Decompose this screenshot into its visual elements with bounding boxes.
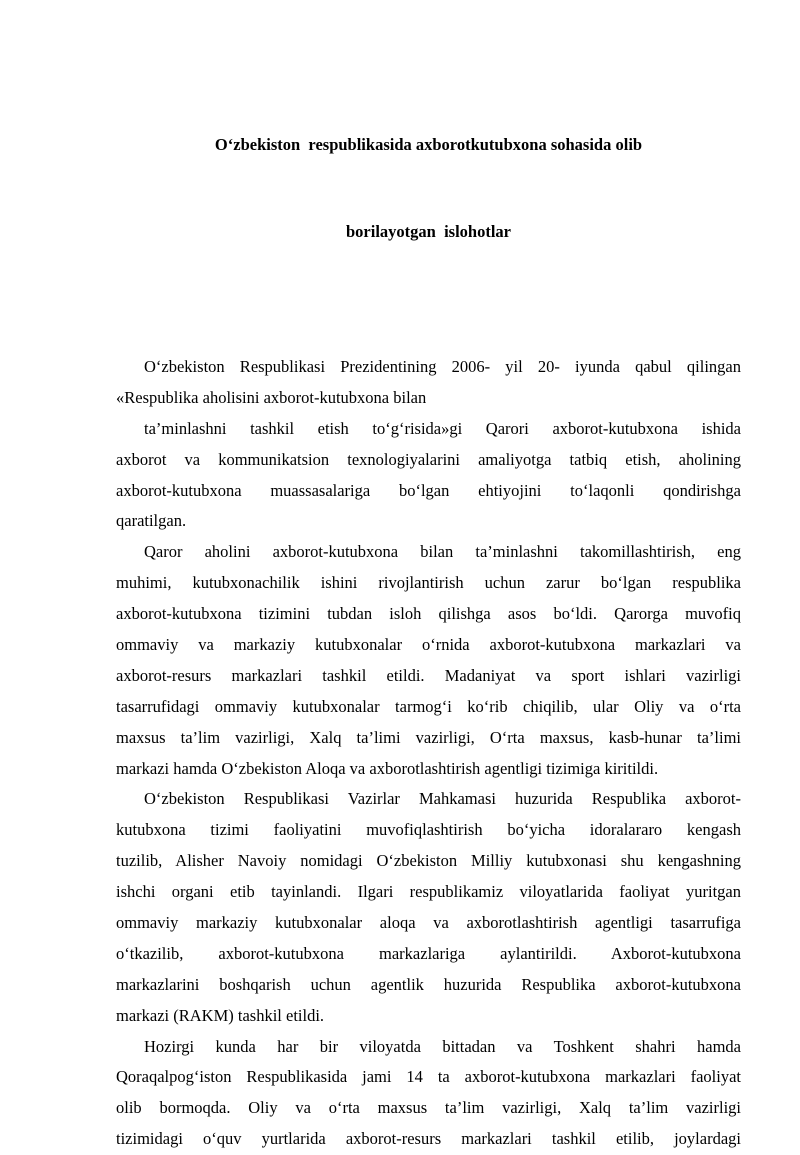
text-line: muhimi, kutubxonachilik ishini rivojlantirish uchun zarur bo‘lgan respublika xyxy=(116,573,741,593)
text-line: O‘zbekiston Respublikasi Prezidentining 2006- yil 20- iyunda qabul qilingan xyxy=(144,357,741,376)
text-line: olib bormoqda. Oliy va o‘rta maxsus ta’lim vazirligi, Xalq ta’lim vazirligi xyxy=(116,1098,741,1118)
text-line: Qaror aholini axborot-kutubxona bilan ta’minlashni takomillashtirish, eng xyxy=(144,542,741,562)
text-line: Qoraqalpog‘iston Respublikasida jami 14 ta axborot-kutubxona markazlari faoliyat xyxy=(116,1067,741,1087)
text-line: markazlarini boshqarish uchun agentlik huzurida Respublika axborot-kutubxona xyxy=(116,974,741,994)
text-line: ommaviy va markaziy kutubxonalar o‘rnida axborot-kutubxona markazlari va xyxy=(116,635,741,655)
text-line: markazi (RAKM) tashkil etildi. xyxy=(116,1005,325,1025)
text-line: tuzilib, Alisher Navoiy nomidagi O‘zbekiston Milliy kutubxonasi shu kengashning xyxy=(116,851,741,871)
text-line: qaratilgan. xyxy=(116,511,187,531)
text-line: O‘zbekiston Respublikasi Vazirlar Mahkamasi huzurida Respublika axborot- xyxy=(144,789,741,809)
text-line: o‘tkazilib, axborot-kutubxona markazlariga aylantirildi. Axborot-kutubxona xyxy=(116,943,741,963)
text-line: ommaviy markaziy kutubxonalar aloqa va axborotlashtirish agentligi tasarrufiga xyxy=(116,913,741,933)
text-line: axborot-kutubxona muassasalariga bo‘lgan ehtiyojini to‘laqonli qondirishga xyxy=(116,480,741,500)
text-line: markazi hamda O‘zbekiston Aloqa va axborotlashtirish agentligi tizimiga kiritildi. xyxy=(116,758,659,778)
text-line: ishchi organi etib tayinlandi. Ilgari respublikamiz viloyatlarida faoliyat yuritgan xyxy=(116,882,741,902)
text-line: axborot-kutubxona tizimini tubdan isloh qilishga asos bo‘ldi. Qarorga muvofiq xyxy=(116,604,741,624)
text-line: ta’minlashni tashkil etish to‘g‘risida»gi Qarori axborot-kutubxona ishida xyxy=(144,418,741,438)
text-line: Hozirgi kunda har bir viloyatda bittadan va Toshkent shahri hamda xyxy=(144,1036,741,1056)
text-line: tasarrufidagi ommaviy kutubxonalar tarmog‘i ko‘rib chiqilib, ular Oliy va o‘rta xyxy=(116,696,741,716)
document-title xyxy=(116,72,741,304)
document-body xyxy=(116,352,741,1155)
text-line: axborot va kommunikatsion texnologiyalarini amaliyotga tatbiq etish, aholining xyxy=(116,449,741,469)
text-line: axborot-resurs markazlari tashkil etildi. Madaniyat va sport ishlari vazirligi xyxy=(116,665,741,685)
title-line-2: borilayotgan islohotlar xyxy=(345,222,511,241)
text-line: tizimidagi o‘quv yurtlarida axborot-resurs markazlari tashkil etilib, joylardagi xyxy=(116,1129,741,1149)
text-line: «Respublika aholisini axborot-kutubxona bilan xyxy=(116,387,427,407)
text-line: kutubxona tizimi faoliyatini muvofiqlashtirish bo‘yicha idoralararo kengash xyxy=(116,820,741,840)
text-line: maxsus ta’lim vazirligi, Xalq ta’limi vazirligi, O‘rta maxsus, kasb-hunar ta’limi xyxy=(116,727,741,747)
document-page xyxy=(116,72,741,1155)
title-line-1: O‘zbekiston respublikasida axborotkutubxona sohasida olib xyxy=(214,135,643,154)
